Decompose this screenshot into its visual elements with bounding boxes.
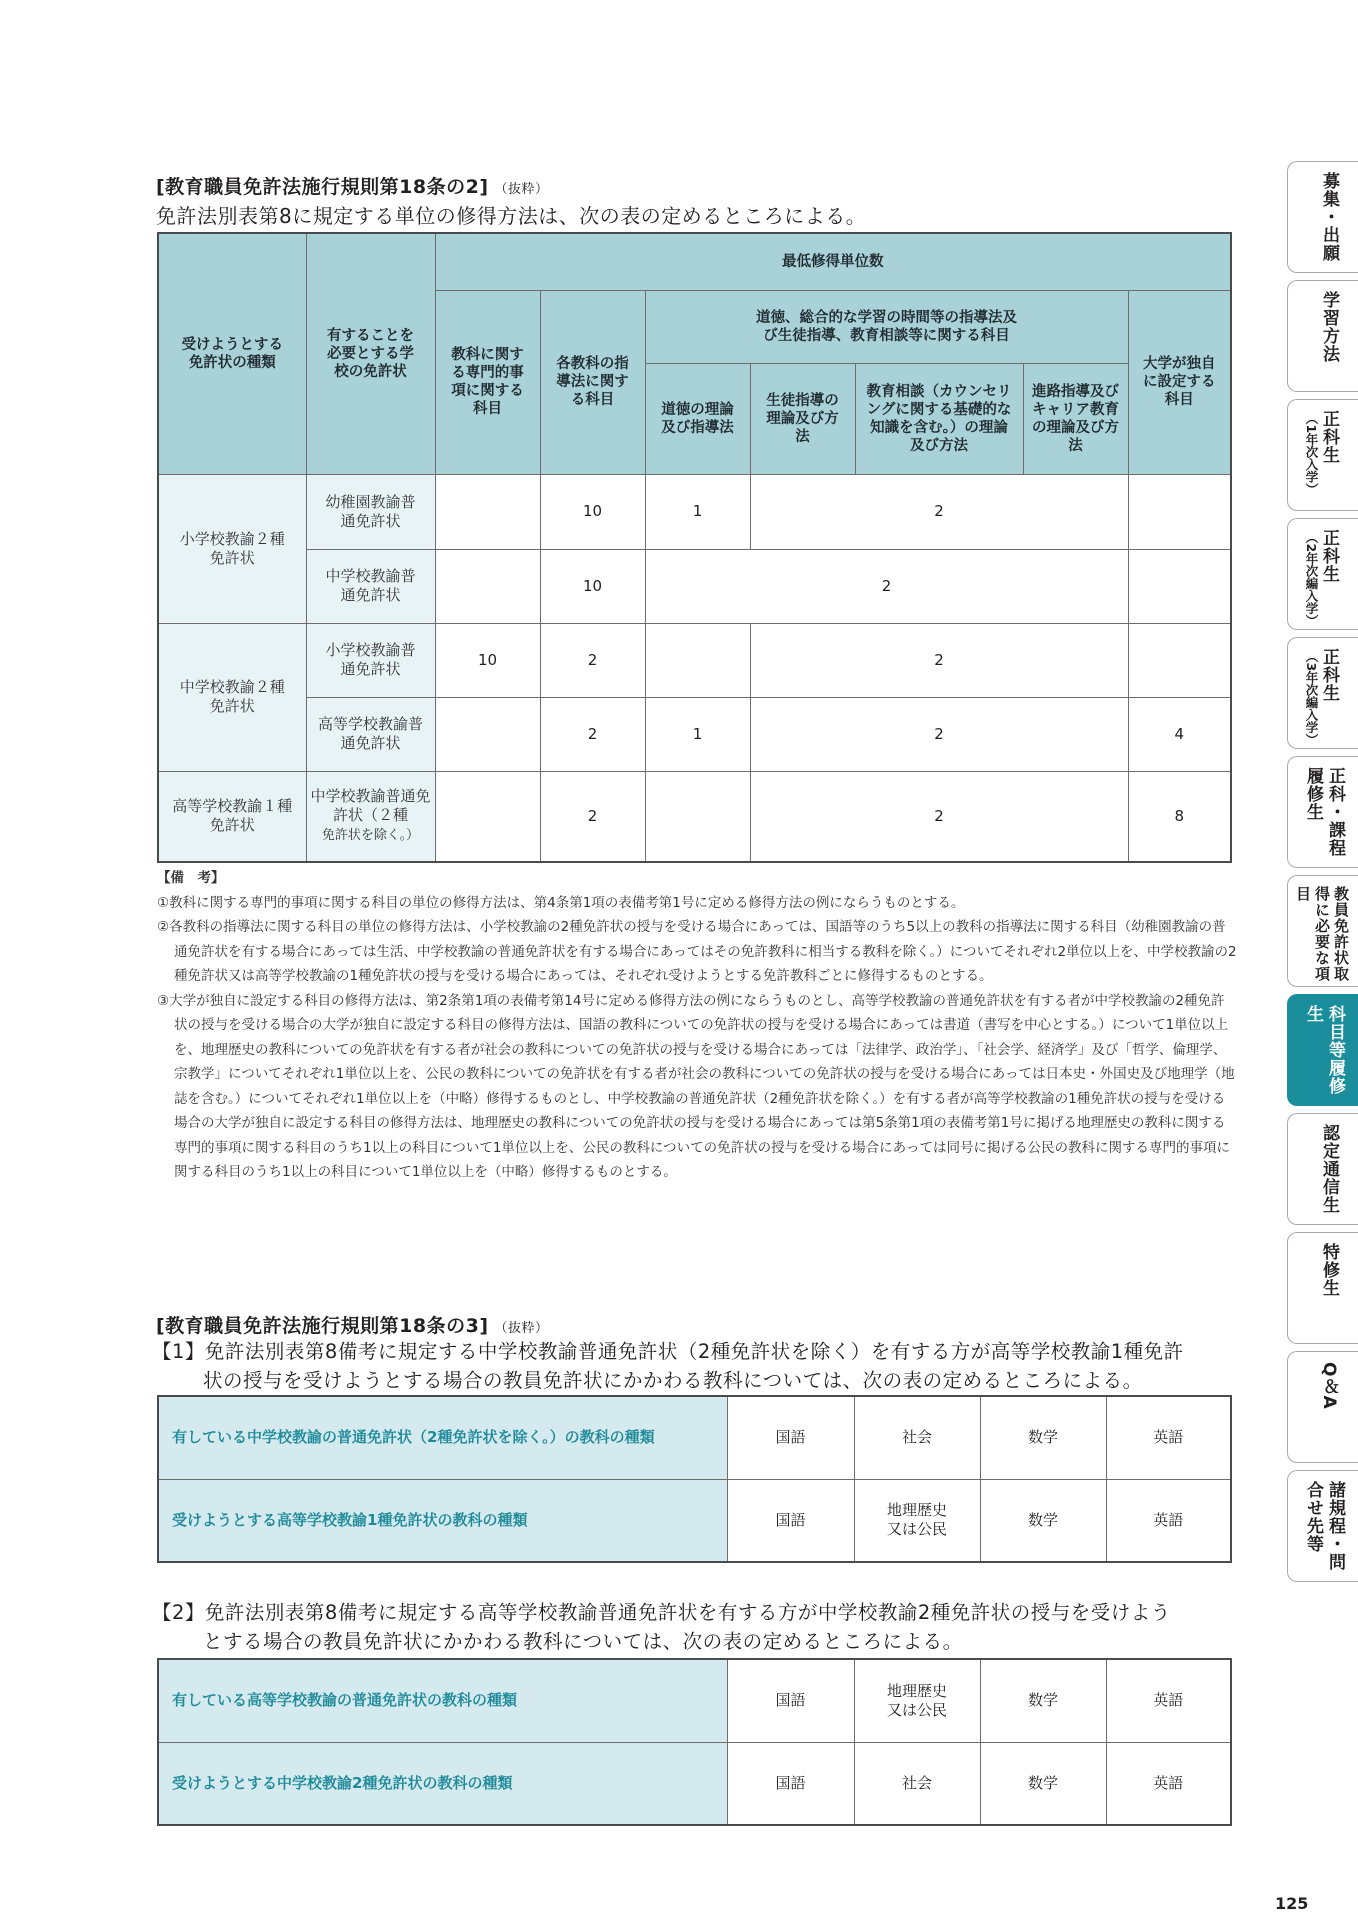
tab-course-student[interactable]	[1287, 756, 1358, 868]
value-cell: 2	[750, 697, 1128, 771]
notes-title: 【備 考】	[157, 870, 225, 886]
tab-label: 科目等履修生	[1303, 1005, 1345, 1095]
table-row	[158, 1742, 1231, 1825]
value-cell	[435, 771, 540, 862]
subject-cell	[854, 1479, 980, 1562]
tab-regulations[interactable]	[1287, 1470, 1358, 1582]
subject-cell: 社会	[854, 1742, 980, 1825]
value-cell: 1	[645, 697, 750, 771]
required-license-small: 免許状を除く。）	[321, 828, 420, 844]
table-row	[158, 1659, 1231, 1742]
header-counseling: 教育相談（カウンセリングに関する基礎的な知識を含む。）の理論及び方法	[855, 363, 1023, 474]
required-license-cell: 小学校教諭普通免許状	[306, 623, 435, 697]
tab-sublabel: （1年次入学）	[1304, 412, 1319, 496]
header-moral: 道徳の理論及び指導法	[645, 363, 750, 474]
required-license-main: 中学校教諭普通免許状（２種	[310, 787, 431, 825]
required-license-cell: 高等学校教諭普通免許状	[306, 697, 435, 771]
header-license-type: 受けようとする免許状の種類	[158, 233, 306, 474]
section-heading	[156, 1311, 549, 1338]
heading-sub: （抜粋）	[494, 1321, 549, 1336]
tab-regular-year2[interactable]	[1287, 518, 1358, 630]
row-label: 受けようとする高等学校教諭1種免許状の教科の種類	[158, 1479, 727, 1562]
tab-recruitment[interactable]	[1287, 161, 1358, 273]
tab-label: 学習方法	[1319, 291, 1339, 363]
required-license-cell: 中学校教諭普通免許状	[306, 549, 435, 623]
subject-cell: 英語	[1106, 1742, 1231, 1825]
tab-label: 正科生	[1319, 529, 1339, 583]
page-number: 125	[1275, 1894, 1309, 1913]
subject-cell	[854, 1659, 980, 1742]
value-cell	[435, 474, 540, 549]
side-tabs	[1287, 161, 1358, 1589]
subject-line: 又は公民	[886, 1520, 947, 1539]
section-heading	[156, 172, 549, 199]
value-cell: 10	[435, 623, 540, 697]
value-cell: 10	[540, 474, 645, 549]
subject-cell: 数学	[980, 1479, 1106, 1562]
header-career: 進路指導及びキャリア教育の理論及び方法	[1023, 363, 1128, 474]
tab-label: 特修生	[1319, 1243, 1339, 1297]
header-min-units: 最低修得単位数	[435, 233, 1231, 290]
row-label: 有している中学校教諭の普通免許状（2種免許状を除く。）の教科の種類	[158, 1396, 727, 1479]
heading-sub: （抜粋）	[494, 182, 549, 197]
license-cell: 小学校教諭２種免許状	[158, 474, 306, 623]
value-cell: 2	[540, 771, 645, 862]
value-cell	[645, 623, 750, 697]
license-cell: 中学校教諭２種免許状	[158, 623, 306, 771]
item2-line1: 免許法別表第8備考に規定する高等学校教諭普通免許状を有する方が中学校教諭2種免許状の授与を受けよう	[204, 1601, 1171, 1624]
value-cell: 4	[1128, 697, 1231, 771]
tab-special-student[interactable]	[1287, 1232, 1358, 1344]
heading-text: [教育職員免許法施行規則第18条の2]	[156, 176, 489, 198]
heading-text: [教育職員免許法施行規則第18条の3]	[156, 1315, 489, 1337]
value-cell: 2	[750, 771, 1128, 862]
row-label: 有している高等学校教諭の普通免許状の教科の種類	[158, 1659, 727, 1742]
item1-marker: 【1】	[152, 1340, 205, 1363]
tab-sublabel: （3年次編入学）	[1304, 650, 1319, 747]
subject-table-1	[157, 1395, 1232, 1563]
subject-cell: 数学	[980, 1742, 1106, 1825]
item2-paragraph	[152, 1598, 1242, 1656]
header-guidance: 生徒指導の理論及び方法	[750, 363, 855, 474]
row-label: 受けようとする中学校教諭2種免許状の教科の種類	[158, 1742, 727, 1825]
value-cell: 2	[540, 623, 645, 697]
value-cell	[645, 771, 750, 862]
tab-label: 諸規程・問合せ先等	[1303, 1481, 1345, 1571]
header-required-license: 有することを必要とする学校の免許状	[306, 233, 435, 474]
table-row	[158, 549, 1231, 623]
subject-line: 地理歴史	[886, 1501, 947, 1520]
item2-line2: とする場合の教員免許状にかかわる教科については、次の表の定めるところによる。	[203, 1630, 963, 1653]
subject-cell: 英語	[1106, 1479, 1231, 1562]
subject-line: 又は公民	[886, 1700, 947, 1719]
tab-regular-year3[interactable]	[1287, 637, 1358, 749]
subject-cell: 英語	[1106, 1659, 1231, 1742]
value-cell	[435, 697, 540, 771]
note-item: ①教科に関する専門的事項に関する科目の単位の修得方法は、第4条第1項の表備考第1号に定める修得方法の例にならうものとする。	[157, 894, 965, 911]
subject-line: 地理歴史	[886, 1681, 947, 1700]
value-cell: 2	[750, 623, 1128, 697]
subject-cell: 社会	[854, 1396, 980, 1479]
table-row	[158, 771, 1231, 862]
subject-cell: 英語	[1106, 1396, 1231, 1479]
tab-label: 正科・課程履修生	[1303, 767, 1345, 857]
tab-sublabel: （2年次編入学）	[1304, 531, 1319, 628]
item1-line1: 免許法別表第8備考に規定する中学校教諭普通免許状（2種免許状を除く）を有する方が高等学校教諭1種免許	[204, 1340, 1184, 1363]
tab-qa[interactable]	[1287, 1351, 1358, 1463]
tab-label: 正科生	[1319, 648, 1339, 702]
tab-teacher-license[interactable]	[1287, 875, 1358, 987]
table-row	[158, 623, 1231, 697]
header-specialized: 教科に関する専門的事項に関する科目	[435, 290, 540, 474]
note-item: ②各教科の指導法に関する科目の単位の修得方法は、小学校教諭の2種免許状の授与を受ける場合にあっては、国語等のうち5以上の教科の指導法に関する科目（幼稚園教諭の普通免許状を有する場合にあっては生活、中学校教諭の普通免許状を有する場合にあってはその免許教科に相当する教科を除く。）についてそれぞれ2単位以上を、中学校教諭の2種免許状又は高等学校教諭の1種免許状の授与を受ける場合にあっては、それぞれ受けようとする免許教科ごとに修得するものとする。	[157, 919, 1237, 984]
header-group: 道徳、総合的な学習の時間等の指導法及び生徒指導、教育相談等に関する科目	[645, 290, 1128, 363]
value-cell: 8	[1128, 771, 1231, 862]
value-cell	[1128, 474, 1231, 549]
header-teaching-method: 各教科の指導法に関する科目	[540, 290, 645, 474]
table-row	[158, 474, 1231, 549]
value-cell: 2	[540, 697, 645, 771]
table-row	[158, 1479, 1231, 1562]
subject-cell: 数学	[980, 1396, 1106, 1479]
subject-cell: 国語	[727, 1742, 854, 1825]
tab-regular-year1[interactable]	[1287, 399, 1358, 511]
value-cell: 10	[540, 549, 645, 623]
item1-paragraph	[152, 1337, 1242, 1395]
value-cell	[1128, 623, 1231, 697]
tab-label: 認定通信生	[1319, 1124, 1339, 1214]
unit-requirements-table	[157, 232, 1232, 863]
subject-cell: 国語	[727, 1659, 854, 1742]
notes	[157, 866, 1237, 1185]
required-license-cell	[306, 771, 435, 862]
subject-cell: 国語	[727, 1479, 854, 1562]
tab-subject-student[interactable]	[1287, 994, 1358, 1106]
subject-cell: 国語	[727, 1396, 854, 1479]
subject-table-2	[157, 1658, 1232, 1826]
value-cell: 2	[750, 474, 1128, 549]
table-row	[158, 1396, 1231, 1479]
value-cell: 1	[645, 474, 750, 549]
tab-label: Q＆A	[1319, 1362, 1339, 1410]
tab-label: 正科生	[1319, 410, 1339, 464]
value-cell: 2	[645, 549, 1128, 623]
tab-certified-student[interactable]	[1287, 1113, 1358, 1225]
item2-marker: 【2】	[152, 1601, 205, 1624]
note-item: ③大学が独自に設定する科目の修得方法は、第2条第1項の表備考第14号に定める修得方法の例にならうものとし、高等学校教諭の普通免許状を有する者が中学校教諭の2種免許状の授与を受ける場合の大学が独自に設定する科目の修得方法は、国語の教科についての免許状の授与を受ける場合にあっては書道（書写を中心とする。）について1単位以上を、地理歴史の教科についての免許状を有する者が社会の教科についての免許状の授与を受ける場合にあっては「法律学、政治学」、「社会学、経済学」及び「哲学、倫理学、宗教学」についてそれぞれ1単位以上を、公民の教科についての免許状を有する者が社会の教科についての免許状の授与を受ける場合にあっては日本史・外国史及び地理学（地誌を含む。）についてそれぞれ1単位以上を（中略）修得するものとし、中学校教諭の普通免許状（2種免許状を除く。）を有する者が高等学校教諭の1種免許状の授与を受ける場合の大学が独自に設定する科目の修得方法は、地理歴史の教科についての免許状の授与を受ける場合にあっては第5条第1項の表備考第1号に掲げる地理歴史の教科に関する専門的事項に関する科目のうち1以上の科目について1単位以上を、公民の教科についての免許状の授与を受ける場合にあっては同号に掲げる公民の教科に関する専門的事項に関する科目のうち1以上の科目について1単位以上を（中略）修得するものとする。	[157, 992, 1235, 1180]
item1-line2: 状の授与を受けようとする場合の教員免許状にかかわる教科については、次の表の定めるところによる。	[203, 1369, 1143, 1392]
tab-label: 教員免許状取得に必要な項目	[1294, 886, 1350, 982]
subject-cell: 数学	[980, 1659, 1106, 1742]
header-university: 大学が独自に設定する科目	[1128, 290, 1231, 474]
section-lead: 免許法別表第8に規定する単位の修得方法は、次の表の定めるところによる。	[156, 204, 867, 228]
tab-study-method[interactable]	[1287, 280, 1358, 392]
value-cell	[435, 549, 540, 623]
required-license-cell: 幼稚園教諭普通免許状	[306, 474, 435, 549]
license-cell: 高等学校教諭１種免許状	[158, 771, 306, 862]
value-cell	[1128, 549, 1231, 623]
tab-label: 募集・出願	[1319, 172, 1339, 262]
table-row	[158, 697, 1231, 771]
